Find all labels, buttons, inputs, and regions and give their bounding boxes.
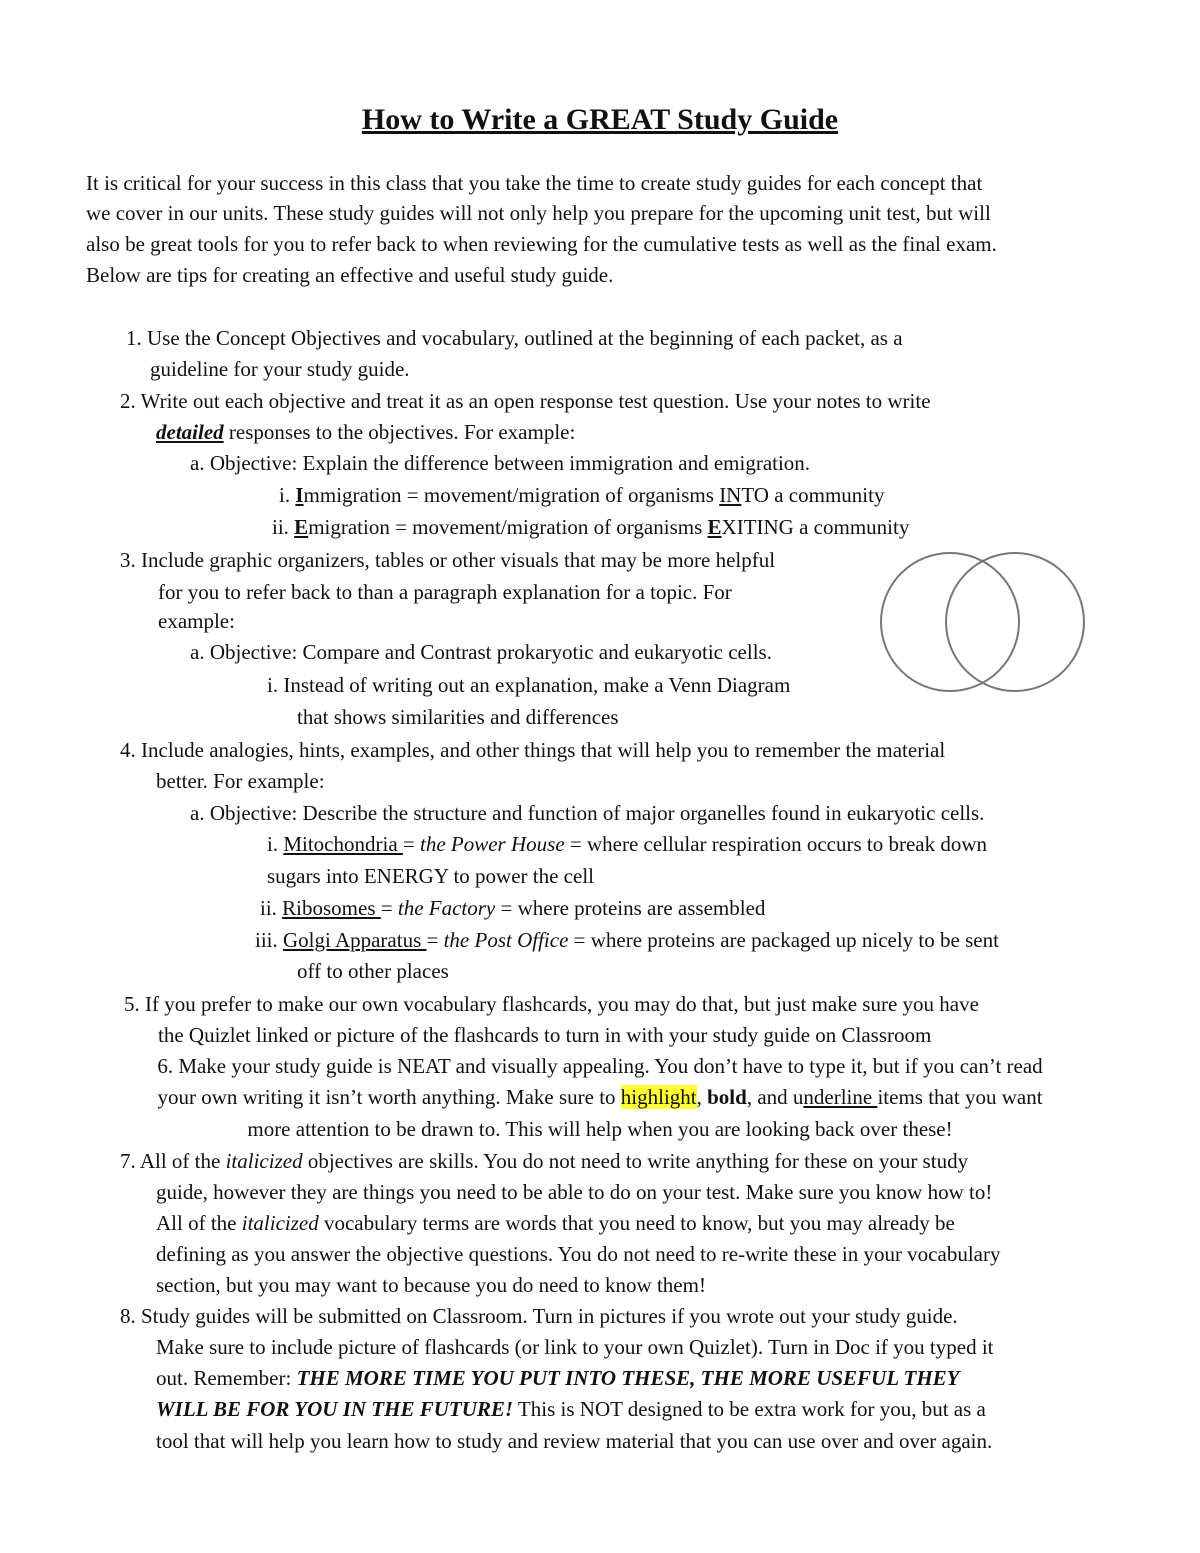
list-item-7-line-4: defining as you answer the objective questions. You do not need to re-write these in your vocabulary <box>156 1242 1001 1266</box>
list-item-3-line-1: 3. Include graphic organizers, tables or other visuals that may be more helpful <box>120 548 776 572</box>
list-item-7-line-3: All of the italicized vocabulary terms are words that you need to know, but you may already be <box>156 1211 955 1235</box>
list-item-7-line-1: 7. All of the italicized objectives are skills. You do not need to write anything for these on your study <box>120 1149 969 1173</box>
exiting-letter-e: E <box>707 515 722 539</box>
list-item-1-line-2: guideline for your study guide. <box>150 357 410 381</box>
list-item-8-line-4: WILL BE FOR YOU IN THE FUTURE! This is NOT designed to be extra work for you, but as a <box>156 1397 986 1421</box>
list-item-7-line-2: guide, however they are things you need to be able to do on your test. Make sure you know how to! <box>156 1180 993 1204</box>
golgi-term: Golgi Apparatus <box>283 928 427 952</box>
list-item-4a-iii-cont: off to other places <box>297 959 449 983</box>
list-item-2a: a. Objective: Explain the difference between immigration and emigration. <box>190 451 811 475</box>
emphasis-caps-1: THE MORE TIME YOU PUT INTO THESE, THE MORE USEFUL THEY <box>296 1366 960 1390</box>
list-item-3a: a. Objective: Compare and Contrast prokaryotic and eukaryotic cells. <box>190 640 772 664</box>
intro-line-1: It is critical for your success in this class that you take the time to create study guides for each concept that <box>86 171 983 195</box>
list-item-5-line-1: 5. If you prefer to make our own vocabulary flashcards, you may do that, but just make sure you have <box>124 992 979 1016</box>
list-item-1-line-1: 1. Use the Concept Objectives and vocabulary, outlined at the beginning of each packet, as a <box>126 326 903 350</box>
mitochondria-term: Mitochondria <box>283 832 403 856</box>
into-underline: IN <box>719 483 742 507</box>
emphasis-caps-2: WILL BE FOR YOU IN THE FUTURE! <box>156 1397 514 1421</box>
list-item-4-line-1: 4. Include analogies, hints, examples, and other things that will help you to remember the material <box>120 738 946 762</box>
list-item-4a-i-cont: sugars into ENERGY to power the cell <box>267 864 594 888</box>
list-item-4a-ii: ii. Ribosomes = the Factory = where proteins are assembled <box>260 896 766 920</box>
list-item-4a-iii: iii. Golgi Apparatus = the Post Office = where proteins are packaged up nicely to be sent <box>255 928 999 952</box>
page-title: How to Write a GREAT Study Guide <box>361 103 839 136</box>
list-item-6-line-1: 6. Make your study guide is NEAT and visually appealing. You don’t have to type it, but if you can’t read <box>157 1054 1043 1078</box>
list-item-8-line-1: 8. Study guides will be submitted on Classroom. Turn in pictures if you wrote out your study guide. <box>120 1304 958 1328</box>
venn-right-circle <box>946 553 1084 691</box>
list-item-8-line-3: out. Remember: THE MORE TIME YOU PUT INTO THESE, THE MORE USEFUL THEY <box>156 1366 960 1390</box>
list-item-4a: a. Objective: Describe the structure and function of major organelles found in eukaryotic cells. <box>190 801 985 825</box>
list-item-6-line-3: more attention to be drawn to. This will help when you are looking back over these! <box>247 1117 953 1141</box>
detailed-emphasis: detailed <box>156 420 224 444</box>
list-item-3-line-3: example: <box>158 609 235 633</box>
intro-line-2: we cover in our units. These study guides will not only help you prepare for the upcoming unit test, but will <box>86 201 991 225</box>
list-item-3a-i-line-2: that shows similarities and differences <box>297 705 619 729</box>
list-item-8-line-5: tool that will help you learn how to study and review material that you can use over and over again. <box>156 1429 993 1453</box>
venn-diagram <box>878 548 1090 696</box>
list-item-7-line-5: section, but you may want to because you do need to know them! <box>156 1273 706 1297</box>
ribosomes-term: Ribosomes <box>282 896 381 920</box>
list-item-2-line-1: 2. Write out each objective and treat it as an open response test question. Use your notes to write <box>120 389 931 413</box>
list-item-4a-i: i. Mitochondria = the Power House = where cellular respiration occurs to break down <box>267 832 988 856</box>
list-item-8-line-2: Make sure to include picture of flashcards (or link to your own Quizlet). Turn in Doc if you typed it <box>156 1335 994 1359</box>
bold-example: bold <box>707 1085 747 1109</box>
intro-line-3: also be great tools for you to refer back to when reviewing for the cumulative tests as well as the final exam. <box>86 232 997 256</box>
venn-left-circle <box>881 553 1019 691</box>
list-item-2-line-2: detailed responses to the objectives. For example: <box>156 420 576 444</box>
list-item-3-line-2: for you to refer back to than a paragraph explanation for a topic. For <box>158 580 732 604</box>
immigration-letter-i: I <box>295 483 304 507</box>
list-item-3a-i-line-1: i. Instead of writing out an explanation, make a Venn Diagram <box>267 673 791 697</box>
intro-line-4: Below are tips for creating an effective and useful study guide. <box>86 263 614 287</box>
list-item-2a-i: i. Immigration = movement/migration of organisms INTO a community <box>279 483 885 507</box>
list-item-4-line-2: better. For example: <box>156 769 325 793</box>
list-item-5-line-2: the Quizlet linked or picture of the flashcards to turn in with your study guide on Classroom <box>158 1023 932 1047</box>
underline-example: nderline <box>803 1085 878 1109</box>
list-item-6-line-2: your own writing it isn’t worth anything. Make sure to highlight, bold, and underline items that you want <box>157 1085 1043 1109</box>
highlight-example: highlight <box>620 1085 697 1109</box>
emigration-letter-e: E <box>294 515 309 539</box>
list-item-2a-ii: ii. Emigration = movement/migration of organisms EXITING a community <box>272 515 910 539</box>
